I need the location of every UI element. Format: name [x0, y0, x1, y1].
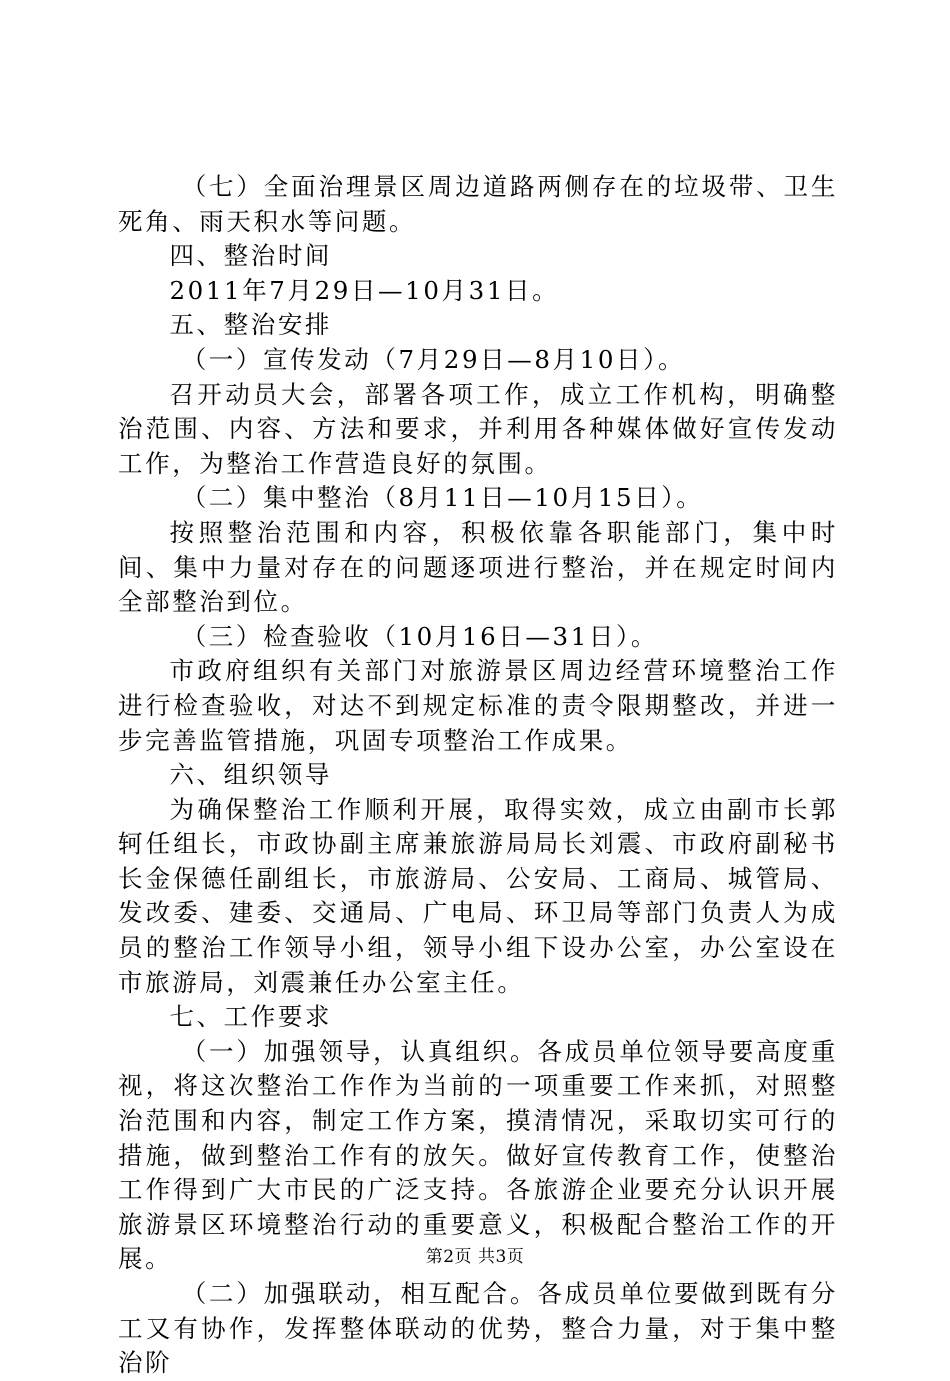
body-paragraph: 召开动员大会，部署各项工作，成立工作机构，明确整治范围、内容、方法和要求，并利用各种媒体做好宣传发动工作，为整治工作营造良好的氛围。: [118, 379, 838, 478]
subsection-paragraph: （三）检查验收（10月16日—31日）。: [181, 621, 658, 651]
section-heading: 四、整治时间: [169, 241, 333, 271]
subsection-paragraph: （二）集中整治（8月11日—10月15日）。: [181, 483, 704, 513]
body-paragraph: 为确保整治工作顺利开展，取得实效，成立由副市长郭轲任组长，市政协副主席兼旅游局局长刘震、市政府副秘书长金保德任副组长，市旅游局、公安局、工商局、城管局、发改委、建委、交通局、广电局、环卫局等部门负责人为成员的整治工作领导小组，领导小组下设办公室，办公室设在市旅游局，刘震兼任办公室主任。: [118, 794, 838, 997]
section-heading: 七、工作要求: [169, 1002, 333, 1032]
subsection-paragraph: （一）加强领导，认真组织。各成员单位领导要高度重视，将这次整治工作作为当前的一项重要工作来抓，对照整治范围和内容，制定工作方案，摸清情况，采取切实可行的措施，做到整治工作有的放矢。做好宣传教育工作，使整治工作得到广大市民的广泛支持。各旅游企业要充分认识开展旅游景区环境整治行动的重要意义，积极配合整治工作的开展。: [118, 1036, 838, 1274]
section-heading: 2011年7月29日—10月31日。: [169, 275, 560, 305]
document-body: [118, 170, 838, 1381]
section-heading: 六、组织领导: [169, 760, 333, 790]
page-footer: 第2页 共3页: [425, 1247, 525, 1267]
subsection-paragraph: （二）加强联动，相互配合。各成员单位要做到既有分工又有协作，发挥整体联动的优势，整合力量，对于集中整治阶: [118, 1279, 838, 1378]
subsection-paragraph: （一）宣传发动（7月29日—8月10日）。: [181, 344, 686, 374]
body-paragraph: 按照整治范围和内容，积极依靠各职能部门，集中时间、集中力量对存在的问题逐项进行整治，并在规定时间内全部整治到位。: [118, 517, 838, 617]
subsection-paragraph: （七）全面治理景区周边道路两侧存在的垃圾带、卫生死角、雨天积水等问题。: [118, 172, 838, 236]
section-heading: 五、整治安排: [169, 310, 333, 340]
body-paragraph: 市政府组织有关部门对旅游景区周边经营环境整治工作进行检查验收，对达不到规定标准的责令限期整改，并进一步完善监管措施，巩固专项整治工作成果。: [118, 656, 838, 755]
